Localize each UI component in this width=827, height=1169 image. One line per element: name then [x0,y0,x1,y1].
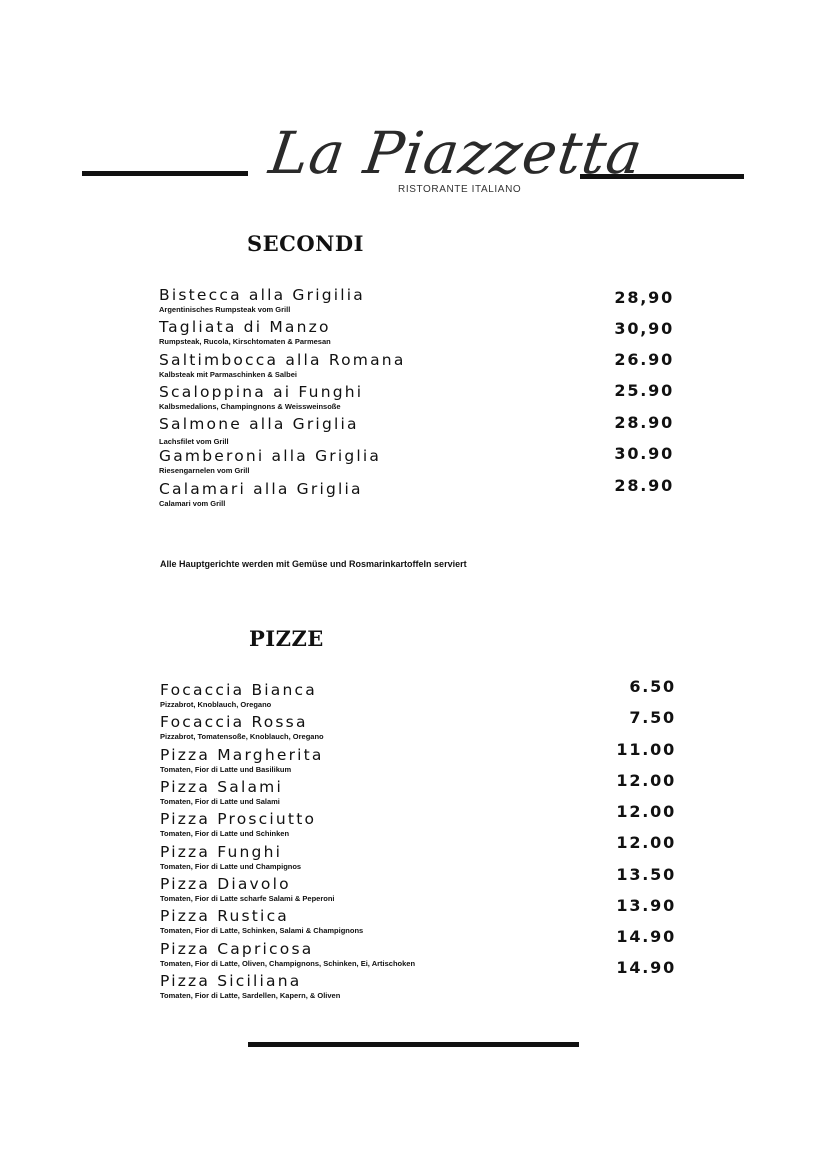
menu-item-name: Salmone alla Griglia [159,415,359,433]
menu-item-price: 25.90 [614,381,674,400]
menu-item-description: Lachsfilet vom Grill [159,437,229,446]
menu-item-name: Pizza Siciliana [160,972,302,990]
menu-item-name: Pizza Funghi [160,843,283,861]
menu-item-price: 13.90 [616,896,676,915]
menu-item-name: Focaccia Bianca [160,681,317,699]
menu-item-description: Riesengarnelen vom Grill [159,466,250,475]
menu-item-name: Pizza Margherita [160,746,324,764]
menu-item-price: 28.90 [614,413,674,432]
menu-item-description: Kalbsteak mit Parmaschinken & Salbei [159,370,297,379]
menu-item-name: Focaccia Rossa [160,713,308,731]
menu-item-price: 30.90 [614,444,674,463]
menu-item-description: Tomaten, Fior di Latte und Salami [160,797,280,806]
section-title-pizze: PIZZE [249,626,324,651]
menu-item-name: Bistecca alla Grigilia [159,286,365,304]
menu-item-price: 14.90 [616,958,676,977]
menu-item-name: Calamari alla Griglia [159,480,363,498]
menu-item-price: 6.50 [629,677,676,696]
menu-item-name: Tagliata di Manzo [159,318,331,336]
menu-item-name: Pizza Rustica [160,907,289,925]
menu-item-price: 28,90 [614,288,674,307]
menu-item-description: Tomaten, Fior di Latte und Schinken [160,829,290,838]
menu-item-description: Tomaten, Fior di Latte und Champignos [160,862,302,871]
menu-item-description: Rumpsteak, Rucola, Kirschtomaten & Parmesan [159,337,331,346]
menu-item-description: Argentinisches Rumpsteak vom Grill [159,305,291,314]
secondi-note: Alle Hauptgerichte werden mit Gemüse und Rosmarinkartoffeln serviert [160,559,467,569]
menu-item-name: Gamberoni alla Griglia [159,447,382,465]
menu-item-price: 13.50 [616,865,676,884]
menu-item-price: 12.00 [616,771,676,790]
menu-item-description: Calamari vom Grill [159,499,226,508]
menu-item-description: Tomaten, Fior di Latte, Schinken, Salami & Champignons [160,926,364,935]
menu-item-price: 28.90 [614,476,674,495]
menu-item-price: 30,90 [614,319,674,338]
menu-item-name: Pizza Capricosa [160,940,314,958]
menu-item-price: 26.90 [614,350,674,369]
logo-tagline: RISTORANTE ITALIANO [398,184,522,195]
header-rule-left [82,171,248,176]
menu-item-name: Pizza Diavolo [160,875,291,893]
logo-script-name: La Piazzetta [265,119,648,187]
menu-item-price: 14.90 [616,927,676,946]
menu-item-description: Pizzabrot, Knoblauch, Oregano [160,700,272,709]
menu-item-description: Tomaten, Fior di Latte und Basilikum [160,765,292,774]
restaurant-logo [265,118,648,200]
footer-rule [248,1042,579,1047]
menu-item-name: Pizza Prosciutto [160,810,317,828]
menu-item-price: 12.00 [616,833,676,852]
menu-item-price: 11.00 [616,740,676,759]
menu-item-description: Kalbsmedalions, Champingnons & Weissweinsoße [159,402,341,411]
menu-item-description: Tomaten, Fior di Latte, Oliven, Champignons, Schinken, Ei, Artischoken [160,959,416,968]
section-title-secondi: SECONDI [247,231,364,256]
menu-item-description: Tomaten, Fior di Latte scharfe Salami & Peperoni [160,894,335,903]
menu-item-description: Pizzabrot, Tomatensoße, Knoblauch, Oregano [160,732,324,741]
menu-item-name: Pizza Salami [160,778,283,796]
menu-item-description: Tomaten, Fior di Latte, Sardellen, Kapern, & Oliven [160,991,341,1000]
menu-item-name: Scaloppina ai Funghi [159,383,364,401]
menu-item-name: Saltimbocca alla Romana [159,351,406,369]
menu-item-price: 12.00 [616,802,676,821]
menu-item-price: 7.50 [629,708,676,727]
